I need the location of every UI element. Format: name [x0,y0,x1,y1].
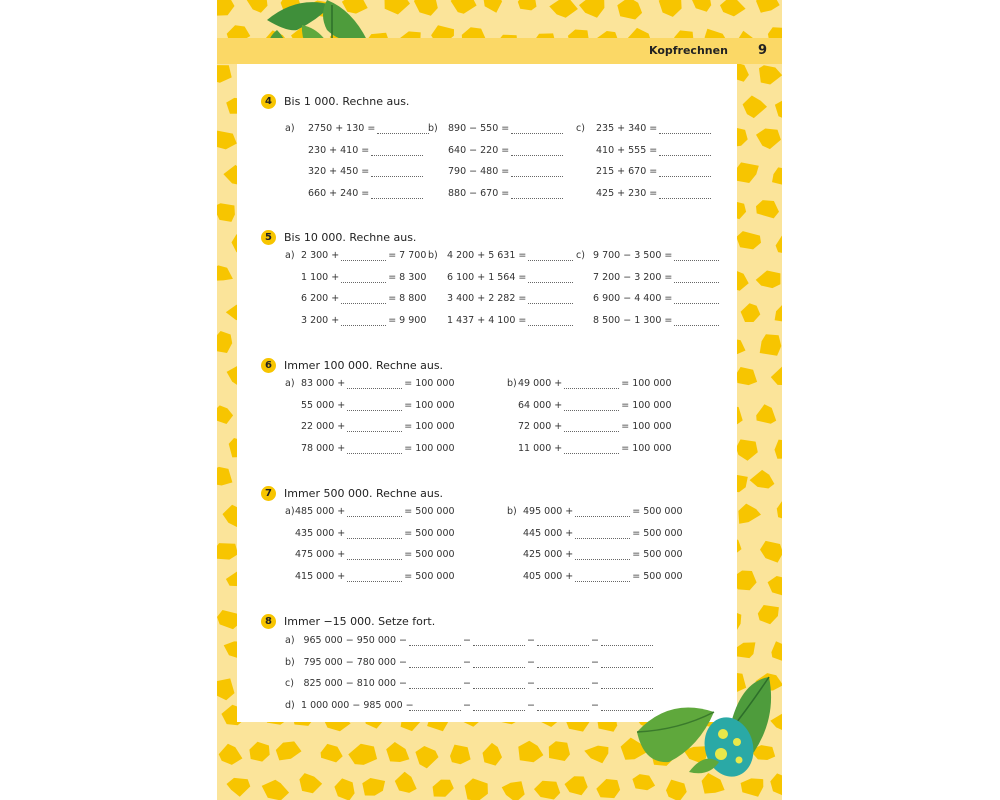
giraffe-spot [760,334,782,355]
giraffe-spot [549,0,578,18]
answer-blank[interactable] [409,701,461,711]
equation-text: 425 + 230 = [596,187,658,199]
giraffe-spot [502,781,525,800]
group-label: c) [285,678,294,689]
equation-text: 2 300 + [301,250,340,261]
group-label: c) [576,123,585,134]
giraffe-spot [518,741,543,763]
equation-row [593,272,721,283]
equation-result: = 9 900 [388,314,427,326]
equation-result: = 100 000 [621,442,672,454]
giraffe-spot [534,781,560,800]
giraffe-spot [756,404,776,424]
equation-row [301,421,455,432]
equation-row [295,549,455,560]
series-start: 795 000 − 780 000 − [303,656,407,668]
giraffe-spot [738,504,761,524]
giraffe-spot [720,0,746,16]
answer-blank[interactable] [528,316,573,326]
worksheet-page [217,0,782,800]
giraffe-spot [451,0,477,14]
group-label: a) [285,123,295,134]
giraffe-spot [659,0,682,17]
task-title: Bis 1 000. Rechne aus. [284,95,410,108]
equation-text: 410 + 555 = [596,144,658,156]
answer-blank[interactable] [564,379,619,389]
answer-blank[interactable] [659,146,711,156]
equation-result: = 100 000 [621,399,672,411]
equation-text: 890 − 550 = [448,123,510,134]
giraffe-spot [736,231,761,249]
answer-blank[interactable] [575,529,630,539]
answer-blank[interactable] [371,167,423,177]
equation-row [593,293,721,304]
equation-text: 3 400 + 2 282 = [447,293,527,304]
equation-text: 435 000 + [295,527,346,539]
equation-row [447,272,575,283]
answer-blank[interactable] [528,273,573,283]
series-separator: − [526,699,535,711]
answer-blank[interactable] [473,701,525,711]
giraffe-spot [217,65,232,83]
answer-blank[interactable] [347,444,402,454]
dino-egg-icon [629,672,779,792]
series-start: 965 000 − 950 000 − [303,635,407,646]
task-title: Bis 10 000. Rechne aus. [284,231,417,244]
group-label: a) [285,378,295,389]
exercise-content [237,64,737,722]
group-label: a) [285,635,295,646]
equation-text: 415 000 + [295,570,346,582]
equation-text: 405 000 + [523,570,574,582]
giraffe-spot [775,440,783,459]
equation-row [301,272,426,283]
equation-result: = 100 000 [404,442,455,454]
equation-row [301,443,455,454]
series-separator: − [526,678,535,689]
giraffe-spot [483,743,503,766]
equation-text: 640 − 220 = [448,144,510,156]
equation-row [448,145,565,156]
task-number-badge: 6 [261,358,276,373]
giraffe-spot [760,541,782,563]
giraffe-spot [219,744,243,765]
answer-blank[interactable] [511,189,563,199]
equation-row [447,293,575,304]
giraffe-spot [348,744,377,765]
answer-blank[interactable] [473,679,525,689]
answer-blank[interactable] [528,294,573,304]
giraffe-spot [217,678,235,700]
equation-row [596,166,713,177]
series-separator: − [463,699,471,711]
answer-blank[interactable] [564,401,619,411]
equation-text: 215 + 670 = [596,166,658,177]
giraffe-spot [741,303,761,322]
equation-row [518,378,672,389]
equation-result: = 500 000 [404,527,455,539]
answer-blank[interactable] [511,167,563,177]
equation-text: 22 000 + [301,421,346,432]
equation-row [596,123,713,134]
giraffe-spot [321,744,343,763]
giraffe-spot [743,96,767,119]
task-number-badge: 8 [261,614,276,629]
equation-row [308,166,425,177]
task-number-badge: 4 [261,94,276,109]
equation-row [447,250,575,261]
equation-row [301,378,455,389]
equation-row [448,188,565,199]
equation-text: 83 000 + [301,378,346,389]
equation-result: = 100 000 [621,378,672,389]
equation-row [518,421,672,432]
answer-blank[interactable] [674,294,719,304]
series-start: 1 000 000 − 985 000 − [301,699,414,711]
equation-text: 9 700 − 3 500 = [593,250,673,261]
series-separator: − [590,635,599,646]
series-separator: − [463,678,471,689]
equation-result: = 100 000 [404,399,455,411]
equation-row [518,400,672,411]
giraffe-spot [737,162,759,183]
equation-result: = 100 000 [404,421,455,432]
series-separator: − [463,656,471,668]
equation-text: 6 200 + [301,293,340,304]
answer-blank[interactable] [341,251,386,261]
equation-result: = 7 700 [388,250,427,261]
giraffe-spot [450,745,471,765]
answer-blank[interactable] [537,701,589,711]
answer-blank[interactable] [575,550,630,560]
giraffe-spot [768,576,782,595]
equation-row [308,123,431,134]
answer-blank[interactable] [564,444,619,454]
answer-blank[interactable] [564,422,619,432]
answer-blank[interactable] [674,273,719,283]
equation-text: 6 900 − 4 400 = [593,293,673,304]
task-title: Immer −15 000. Setze fort. [284,615,436,628]
equation-row [523,549,683,560]
answer-blank[interactable] [371,189,423,199]
giraffe-spot [217,543,238,560]
answer-blank[interactable] [473,658,525,668]
giraffe-spot [691,0,711,12]
giraffe-spot [756,200,779,218]
equation-text: 8 500 − 1 300 = [593,314,673,326]
answer-blank[interactable] [377,124,429,134]
equation-result: = 500 000 [632,527,683,539]
group-label: b) [285,656,295,668]
task-number-badge: 5 [261,230,276,245]
giraffe-spot [777,500,782,522]
group-label: b) [507,378,517,389]
equation-text: 2750 + 130 = [308,123,376,134]
giraffe-spot [775,100,782,120]
equation-result: = 500 000 [632,549,683,560]
answer-blank[interactable] [341,273,386,283]
equation-text: 4 200 + 5 631 = [447,250,527,261]
equation-text: 880 − 670 = [448,187,510,199]
group-label: a) [285,506,295,517]
answer-blank[interactable] [347,529,402,539]
equation-text: 64 000 + [518,399,563,411]
equation-row [301,250,426,261]
series-separator: − [590,656,599,668]
answer-blank[interactable] [674,316,719,326]
series-separator: − [463,635,471,646]
equation-text: 1 100 + [301,271,340,283]
answer-blank[interactable] [347,379,402,389]
section-title: Kopfrechnen [649,44,728,57]
equation-result: = 500 000 [404,549,455,560]
series-row [301,678,655,689]
equation-text: 230 + 410 = [308,144,370,156]
giraffe-spot [227,778,251,797]
giraffe-spot [756,129,781,150]
equation-text: 3 200 + [301,314,340,326]
answer-blank[interactable] [347,550,402,560]
giraffe-spot [386,742,409,762]
giraffe-spot [775,305,782,323]
answer-blank[interactable] [659,189,711,199]
equation-row [518,443,672,454]
group-label: b) [507,506,517,517]
answer-blank[interactable] [601,658,653,668]
equation-row [593,250,721,261]
answer-blank[interactable] [575,572,630,582]
equation-row [523,571,683,582]
equation-row [523,506,683,517]
equation-text: 6 100 + 1 564 = [447,271,527,283]
equation-result: = 8 800 [388,293,427,304]
equation-result: = 500 000 [404,570,455,582]
giraffe-spot [565,776,588,795]
equation-text: 1 437 + 4 100 = [447,314,527,326]
giraffe-spot [217,265,233,280]
task-title: Immer 100 000. Rechne aus. [284,359,444,372]
answer-blank[interactable] [341,294,386,304]
giraffe-spot [518,0,537,10]
equation-row [301,293,426,304]
equation-text: 55 000 + [301,399,346,411]
answer-blank[interactable] [347,401,402,411]
equation-text: 495 000 + [523,506,574,517]
equation-result: = 500 000 [404,506,455,517]
answer-blank[interactable] [371,146,423,156]
answer-blank[interactable] [347,507,402,517]
giraffe-spot [249,742,269,762]
answer-blank[interactable] [537,658,589,668]
equation-result: = 500 000 [632,570,683,582]
giraffe-spot [217,467,232,486]
series-start: 825 000 − 810 000 − [303,678,407,689]
giraffe-spot [776,236,782,254]
giraffe-spot [465,778,488,800]
giraffe-spot [433,780,454,797]
series-row [301,700,655,711]
giraffe-spot [758,605,779,624]
group-label: c) [576,250,585,261]
equation-text: 790 − 480 = [448,166,510,177]
equation-row [295,571,455,582]
giraffe-spot [217,331,232,353]
answer-blank[interactable] [528,251,573,261]
giraffe-spot [756,0,780,13]
equation-row [295,506,455,517]
giraffe-spot [771,641,782,662]
giraffe-spot [217,131,237,150]
equation-row [301,400,455,411]
giraffe-spot [736,367,757,385]
giraffe-spot [617,0,642,19]
equation-row [308,188,425,199]
giraffe-spot [596,779,620,798]
answer-blank[interactable] [537,636,589,646]
giraffe-spot [217,0,235,16]
group-label: b) [428,250,438,261]
series-separator: − [526,656,535,668]
answer-blank[interactable] [409,636,461,646]
series-separator: − [590,678,599,689]
giraffe-spot [299,773,322,793]
equation-row [596,145,713,156]
equation-text: 11 000 + [518,442,563,454]
series-row [301,635,655,646]
giraffe-spot [276,741,302,760]
equation-row [448,166,565,177]
giraffe-spot [395,772,417,793]
giraffe-spot [414,0,438,16]
giraffe-spot [772,167,782,185]
answer-blank[interactable] [575,507,630,517]
equation-row [523,528,683,539]
equation-text: 660 + 240 = [308,187,370,199]
answer-blank[interactable] [674,251,719,261]
equation-row [295,528,455,539]
giraffe-spot [262,780,289,800]
giraffe-spot [771,366,782,385]
equation-text: 49 000 + [518,378,563,389]
page-number: 9 [758,43,768,58]
answer-blank[interactable] [473,636,525,646]
answer-blank[interactable] [409,679,461,689]
equation-text: 445 000 + [523,527,574,539]
giraffe-spot [759,65,782,84]
equation-row [448,123,565,134]
giraffe-spot [385,0,411,15]
giraffe-spot [736,439,758,460]
answer-blank[interactable] [659,124,711,134]
giraffe-spot [750,470,775,489]
answer-blank[interactable] [659,167,711,177]
giraffe-spot [415,746,438,768]
answer-blank[interactable] [601,636,653,646]
answer-blank[interactable] [537,679,589,689]
answer-blank[interactable] [341,316,386,326]
equation-result: = 8 300 [388,271,427,283]
giraffe-spot [217,203,235,222]
giraffe-spot [362,778,385,796]
group-label: b) [428,123,438,134]
giraffe-spot [334,778,354,800]
answer-blank[interactable] [347,422,402,432]
equation-text: 485 000 + [295,506,346,517]
equation-text: 72 000 + [518,421,563,432]
series-row [301,657,655,668]
answer-blank[interactable] [347,572,402,582]
equation-result: = 100 000 [404,378,455,389]
equation-text: 425 000 + [523,549,574,560]
group-label: d) [285,699,295,711]
series-separator: − [590,699,599,711]
group-label: a) [285,250,295,261]
giraffe-spot [579,0,604,18]
series-separator: − [526,635,535,646]
equation-row [301,315,426,326]
giraffe-spot [484,0,502,13]
equation-text: 7 200 − 3 200 = [593,271,673,283]
equation-result: = 100 000 [621,421,672,432]
answer-blank[interactable] [409,658,461,668]
answer-blank[interactable] [511,124,563,134]
equation-row [593,315,721,326]
equation-text: 78 000 + [301,442,346,454]
equation-row [596,188,713,199]
equation-text: 320 + 450 = [308,166,370,177]
giraffe-spot [584,746,608,764]
giraffe-spot [549,741,570,761]
equation-text: 235 + 340 = [596,123,658,134]
equation-text: 475 000 + [295,549,346,560]
giraffe-spot [217,405,233,424]
task-number-badge: 7 [261,486,276,501]
equation-row [308,145,425,156]
answer-blank[interactable] [511,146,563,156]
giraffe-spot [756,271,781,289]
equation-result: = 500 000 [632,506,683,517]
equation-row [447,315,575,326]
task-title: Immer 500 000. Rechne aus. [284,487,444,500]
